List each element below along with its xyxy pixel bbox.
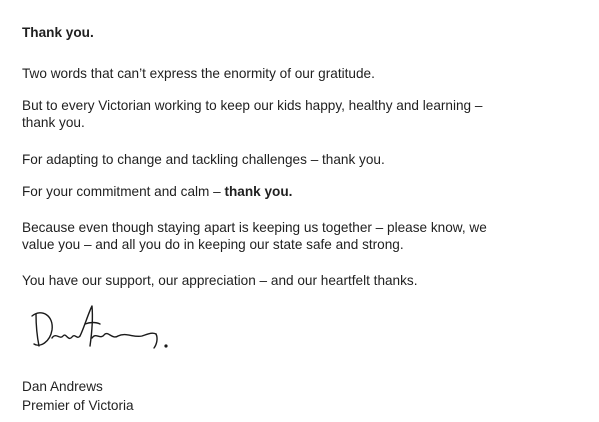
paragraph-commitment: [22, 183, 292, 200]
paragraph-commitment-bold: thank you.: [224, 184, 293, 199]
signatory-name: Dan Andrews: [22, 379, 103, 394]
paragraph-apart-line-2: value you – and all you do in keeping our state safe and strong.: [22, 237, 404, 252]
paragraph-commitment-text: For your commitment and calm –: [22, 184, 225, 199]
signatory-title: Premier of Victoria: [22, 398, 134, 413]
paragraph-apart-line-1: Because even though staying apart is keeping us together – please know, we: [22, 220, 487, 235]
paragraph-support: You have our support, our appreciation – and our heartfelt thanks.: [22, 273, 418, 288]
paragraph-adapting: For adapting to change and tackling challenges – thank you.: [22, 152, 385, 167]
paragraph-gratitude: Two words that can’t express the enormity of our gratitude.: [22, 66, 375, 81]
paragraph-victorians-line-2: thank you.: [22, 115, 85, 130]
handwritten-signature: [30, 302, 180, 352]
letter-heading: Thank you.: [22, 25, 94, 40]
paragraph-victorians-line-1: But to every Victorian working to keep our kids happy, healthy and learning –: [22, 98, 483, 113]
